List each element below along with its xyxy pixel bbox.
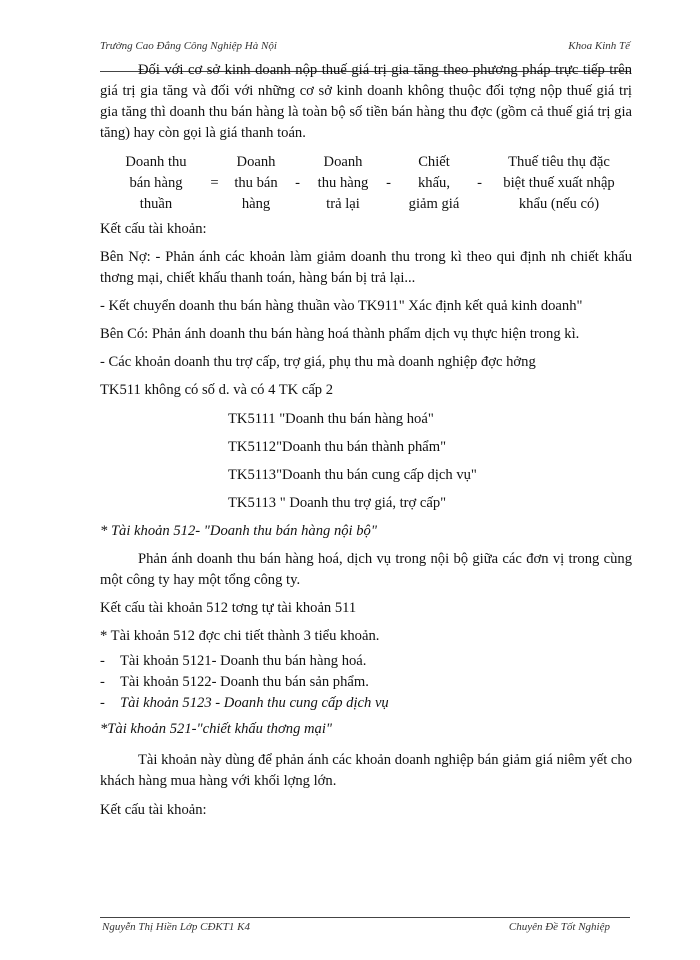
tk512-item: - Tài khoản 5121- Doanh thu bán hàng hoá.: [100, 653, 367, 669]
tk512-structure: Kết cấu tài khoản 512 tơng tự tài khoản 511: [100, 600, 357, 616]
page-footer: [100, 921, 630, 939]
subaccount-5111: TK5111 "Doanh thu bán hàng hoá": [228, 411, 434, 427]
tk512-item: - Tài khoản 5123 - Doanh thu cung cấp dịch vụ: [100, 695, 389, 711]
revenue-formula: [108, 152, 628, 215]
intro-paragraph: Đối với cơ sở kinh doanh nộp thuế giá trị gia tăng theo phương pháp trực tiếp trên giá trị gia tăng và đối với những cơ sở kinh doanh không thuộc đối tợng nộp thuế giá trị gia tăng thì doanh thu bán hàng là toàn bộ số tiền bán hàng thu đợc (gồm cả thuế giá trị gia tăng) hay còn gọi là giá thanh toán.: [100, 62, 632, 141]
tk512-detail: * Tài khoản 512 đợc chi tiết thành 3 tiểu khoản.: [100, 628, 380, 644]
footer-rule: [100, 917, 630, 918]
header-faculty: Khoa Kinh Tế: [568, 40, 630, 52]
tk521-heading: *Tài khoản 521-"chiết khấu thơng mại": [100, 721, 333, 737]
subaccount-5112: TK5112"Doanh thu bán thành phẩm": [228, 439, 447, 455]
formula-term-taxes: Thuế tiêu thụ đặc biệt thuế xuất nhập khẩu (nếu có): [503, 154, 615, 212]
tk512-item: - Tài khoản 5122- Doanh thu bán sản phẩm.: [100, 674, 369, 690]
subaccount-5113: TK5113"Doanh thu bán cung cấp dịch vụ": [228, 467, 477, 483]
document-body: [100, 60, 632, 821]
formula-term-discounts: Chiết khấu, giảm giá: [408, 154, 460, 212]
tk511-line: TK511 không có số d. và có 4 TK cấp 2: [100, 382, 334, 398]
tk521-paragraph: Tài khoản này dùng để phản ánh các khoản doanh nghiệp bán giảm giá niêm yết cho khách hàng mua hàng với khối lợng lớn.: [100, 752, 632, 789]
formula-operator: -: [295, 175, 300, 191]
subaccount-5113b: TK5113 " Doanh thu trợ giá, trợ cấp": [228, 495, 447, 511]
formula-operator: -: [386, 175, 391, 191]
formula-term-sales: Doanh thu bán hàng: [234, 154, 278, 212]
page-header: [100, 40, 630, 58]
credit-side-paragraph: Bên Có: Phản ánh doanh thu bán hàng hoá thành phẩm dịch vụ thực hiện trong kì.: [100, 326, 580, 342]
debit-side-paragraph: Bên Nợ: - Phản ánh các khoản làm giảm doanh thu trong kì theo qui định nh chiết khấu thơng mại, chiết khấu thanh toán, hàng bán bị trả lại...: [100, 249, 632, 286]
tk512-heading: * Tài khoản 512- "Doanh thu bán hàng nội bộ": [100, 523, 377, 539]
header-school: Trường Cao Đẳng Công Nghiệp Hà Nội: [100, 40, 277, 52]
subsidy-line: - Các khoản doanh thu trợ cấp, trợ giá, phụ thu mà doanh nghiệp đợc hởng: [100, 354, 536, 370]
footer-author: Nguyễn Thị Hiền Lớp CĐKT1 K4: [102, 921, 250, 933]
footer-title: Chuyên Đề Tốt Nghiệp: [508, 921, 610, 933]
formula-term-returns: Doanh thu hàng trả lại: [317, 154, 369, 212]
structure-label-2: Kết cấu tài khoản:: [100, 802, 207, 818]
formula-operator: =: [210, 175, 219, 191]
formula-operator: -: [477, 175, 482, 191]
formula-term-net-revenue: Doanh thu bán hàng thuần: [125, 154, 187, 212]
tk512-paragraph: Phản ánh doanh thu bán hàng hoá, dịch vụ trong nội bộ giữa các đơn vị trong cùng một công ty hay một tổng công ty.: [100, 551, 632, 588]
transfer-paragraph: - Kết chuyển doanh thu bán hàng thuần vào TK911" Xác định kết quả kinh doanh": [100, 298, 583, 314]
structure-label: Kết cấu tài khoản:: [100, 221, 207, 237]
